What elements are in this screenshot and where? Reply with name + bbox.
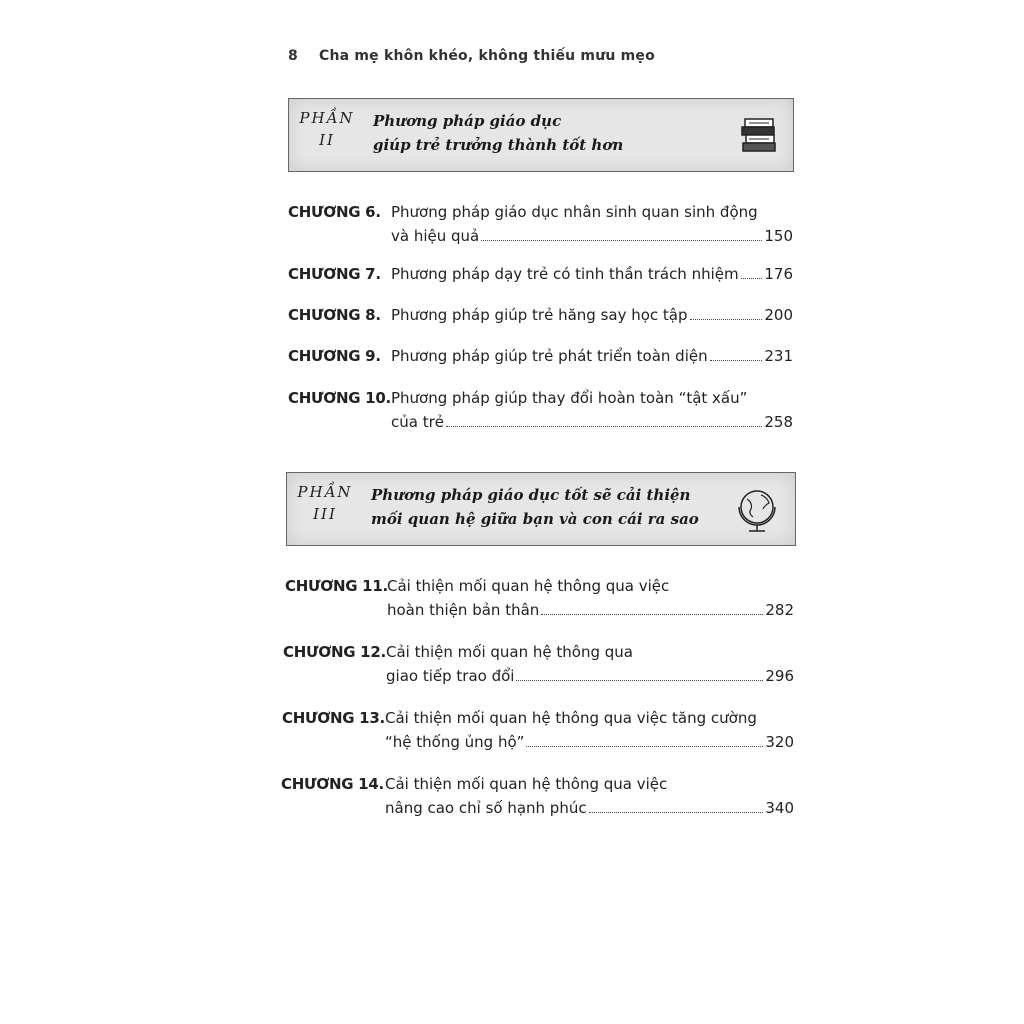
page-number: 176 <box>764 265 793 283</box>
chapter-8[interactable] <box>288 303 793 327</box>
page-number: 150 <box>764 227 793 245</box>
chapter-title-line1: Cải thiện mối quan hệ thông qua việc <box>385 775 668 793</box>
part-numeral: III <box>313 505 337 523</box>
chapter-title-line1: Cải thiện mối quan hệ thông qua việc <box>387 577 670 595</box>
chapter-title-line2: nâng cao chỉ số hạnh phúc <box>385 799 587 817</box>
page-number: 231 <box>764 347 793 365</box>
part-title-line2: giúp trẻ trưởng thành tốt hơn <box>373 136 624 154</box>
chapter-label: CHƯƠNG 13. <box>282 709 385 727</box>
chapter-label: CHƯƠNG 10. <box>288 389 391 407</box>
globe-icon <box>735 485 781 539</box>
chapter-title: Phương pháp giúp trẻ phát triển toàn diện <box>391 347 708 365</box>
chapter-title-line2: và hiệu quả <box>391 227 480 245</box>
part-iii-title <box>371 483 699 531</box>
leader-dots <box>741 278 763 279</box>
part-word: PHẦN <box>299 109 355 127</box>
chapter-label: CHƯƠNG 11. <box>285 577 388 595</box>
leader-dots <box>516 680 763 681</box>
chapter-label: CHƯƠNG 14. <box>281 775 384 793</box>
page-number: 258 <box>764 413 793 431</box>
chapter-label: CHƯƠNG 7. <box>288 265 381 283</box>
chapter-10[interactable] <box>288 386 793 434</box>
leader-dots <box>589 812 764 813</box>
chapter-6[interactable] <box>288 200 793 248</box>
books-icon <box>739 111 779 161</box>
leader-dots <box>690 319 763 320</box>
chapter-title: Phương pháp giúp trẻ hăng say học tập <box>391 306 688 324</box>
page-number: 200 <box>764 306 793 324</box>
part-ii-label <box>297 107 357 151</box>
leader-dots <box>541 614 763 615</box>
part-title-line1: Phương pháp giáo dục tốt sẽ cải thiện <box>371 486 691 504</box>
part-ii-banner <box>288 98 794 172</box>
part-title-line2: mối quan hệ giữa bạn và con cái ra sao <box>371 510 699 528</box>
chapter-title-line1: Phương pháp giáo dục nhân sinh quan sinh động <box>391 203 758 221</box>
chapter-14[interactable] <box>281 772 794 820</box>
part-iii-label <box>295 481 355 525</box>
chapter-9[interactable] <box>288 344 793 368</box>
book-title: Cha mẹ khôn khéo, không thiếu mưu mẹo <box>319 48 655 64</box>
chapter-title-line2: hoàn thiện bản thân <box>387 601 540 619</box>
leader-dots <box>446 426 762 427</box>
chapter-12[interactable] <box>283 640 794 688</box>
chapter-title-line2: “hệ thống ủng hộ” <box>385 733 525 751</box>
chapter-label: CHƯƠNG 12. <box>283 643 386 661</box>
part-ii-title <box>373 109 623 157</box>
page-number: 340 <box>765 799 794 817</box>
chapter-label: CHƯƠNG 9. <box>288 347 381 365</box>
part-title-line1: Phương pháp giáo dục <box>373 112 562 130</box>
chapter-title-line1: Phương pháp giúp thay đổi hoàn toàn “tật xấu” <box>391 389 748 407</box>
page-number: 282 <box>765 601 794 619</box>
chapter-11[interactable] <box>285 574 794 622</box>
part-word: PHẦN <box>297 483 353 501</box>
leader-dots <box>526 746 763 747</box>
chapter-13[interactable] <box>282 706 794 754</box>
chapter-label: CHƯƠNG 8. <box>288 306 381 324</box>
part-iii-banner <box>286 472 796 546</box>
chapter-label: CHƯƠNG 6. <box>288 203 381 221</box>
page-number: 320 <box>765 733 794 751</box>
leader-dots <box>481 240 762 241</box>
page-number: 8 <box>288 48 298 64</box>
chapter-7[interactable] <box>288 262 793 286</box>
chapter-title-line2: giao tiếp trao đổi <box>386 667 515 685</box>
chapter-title: Phương pháp dạy trẻ có tinh thần trách nhiệm <box>391 265 739 283</box>
chapter-title-line1: Cải thiện mối quan hệ thông qua việc tăng cường <box>385 709 757 727</box>
page-number: 296 <box>765 667 794 685</box>
chapter-title-line2: của trẻ <box>391 413 444 431</box>
leader-dots <box>710 360 763 361</box>
chapter-title-line1: Cải thiện mối quan hệ thông qua <box>386 643 633 661</box>
page-header <box>288 48 655 64</box>
part-numeral: II <box>319 131 335 149</box>
